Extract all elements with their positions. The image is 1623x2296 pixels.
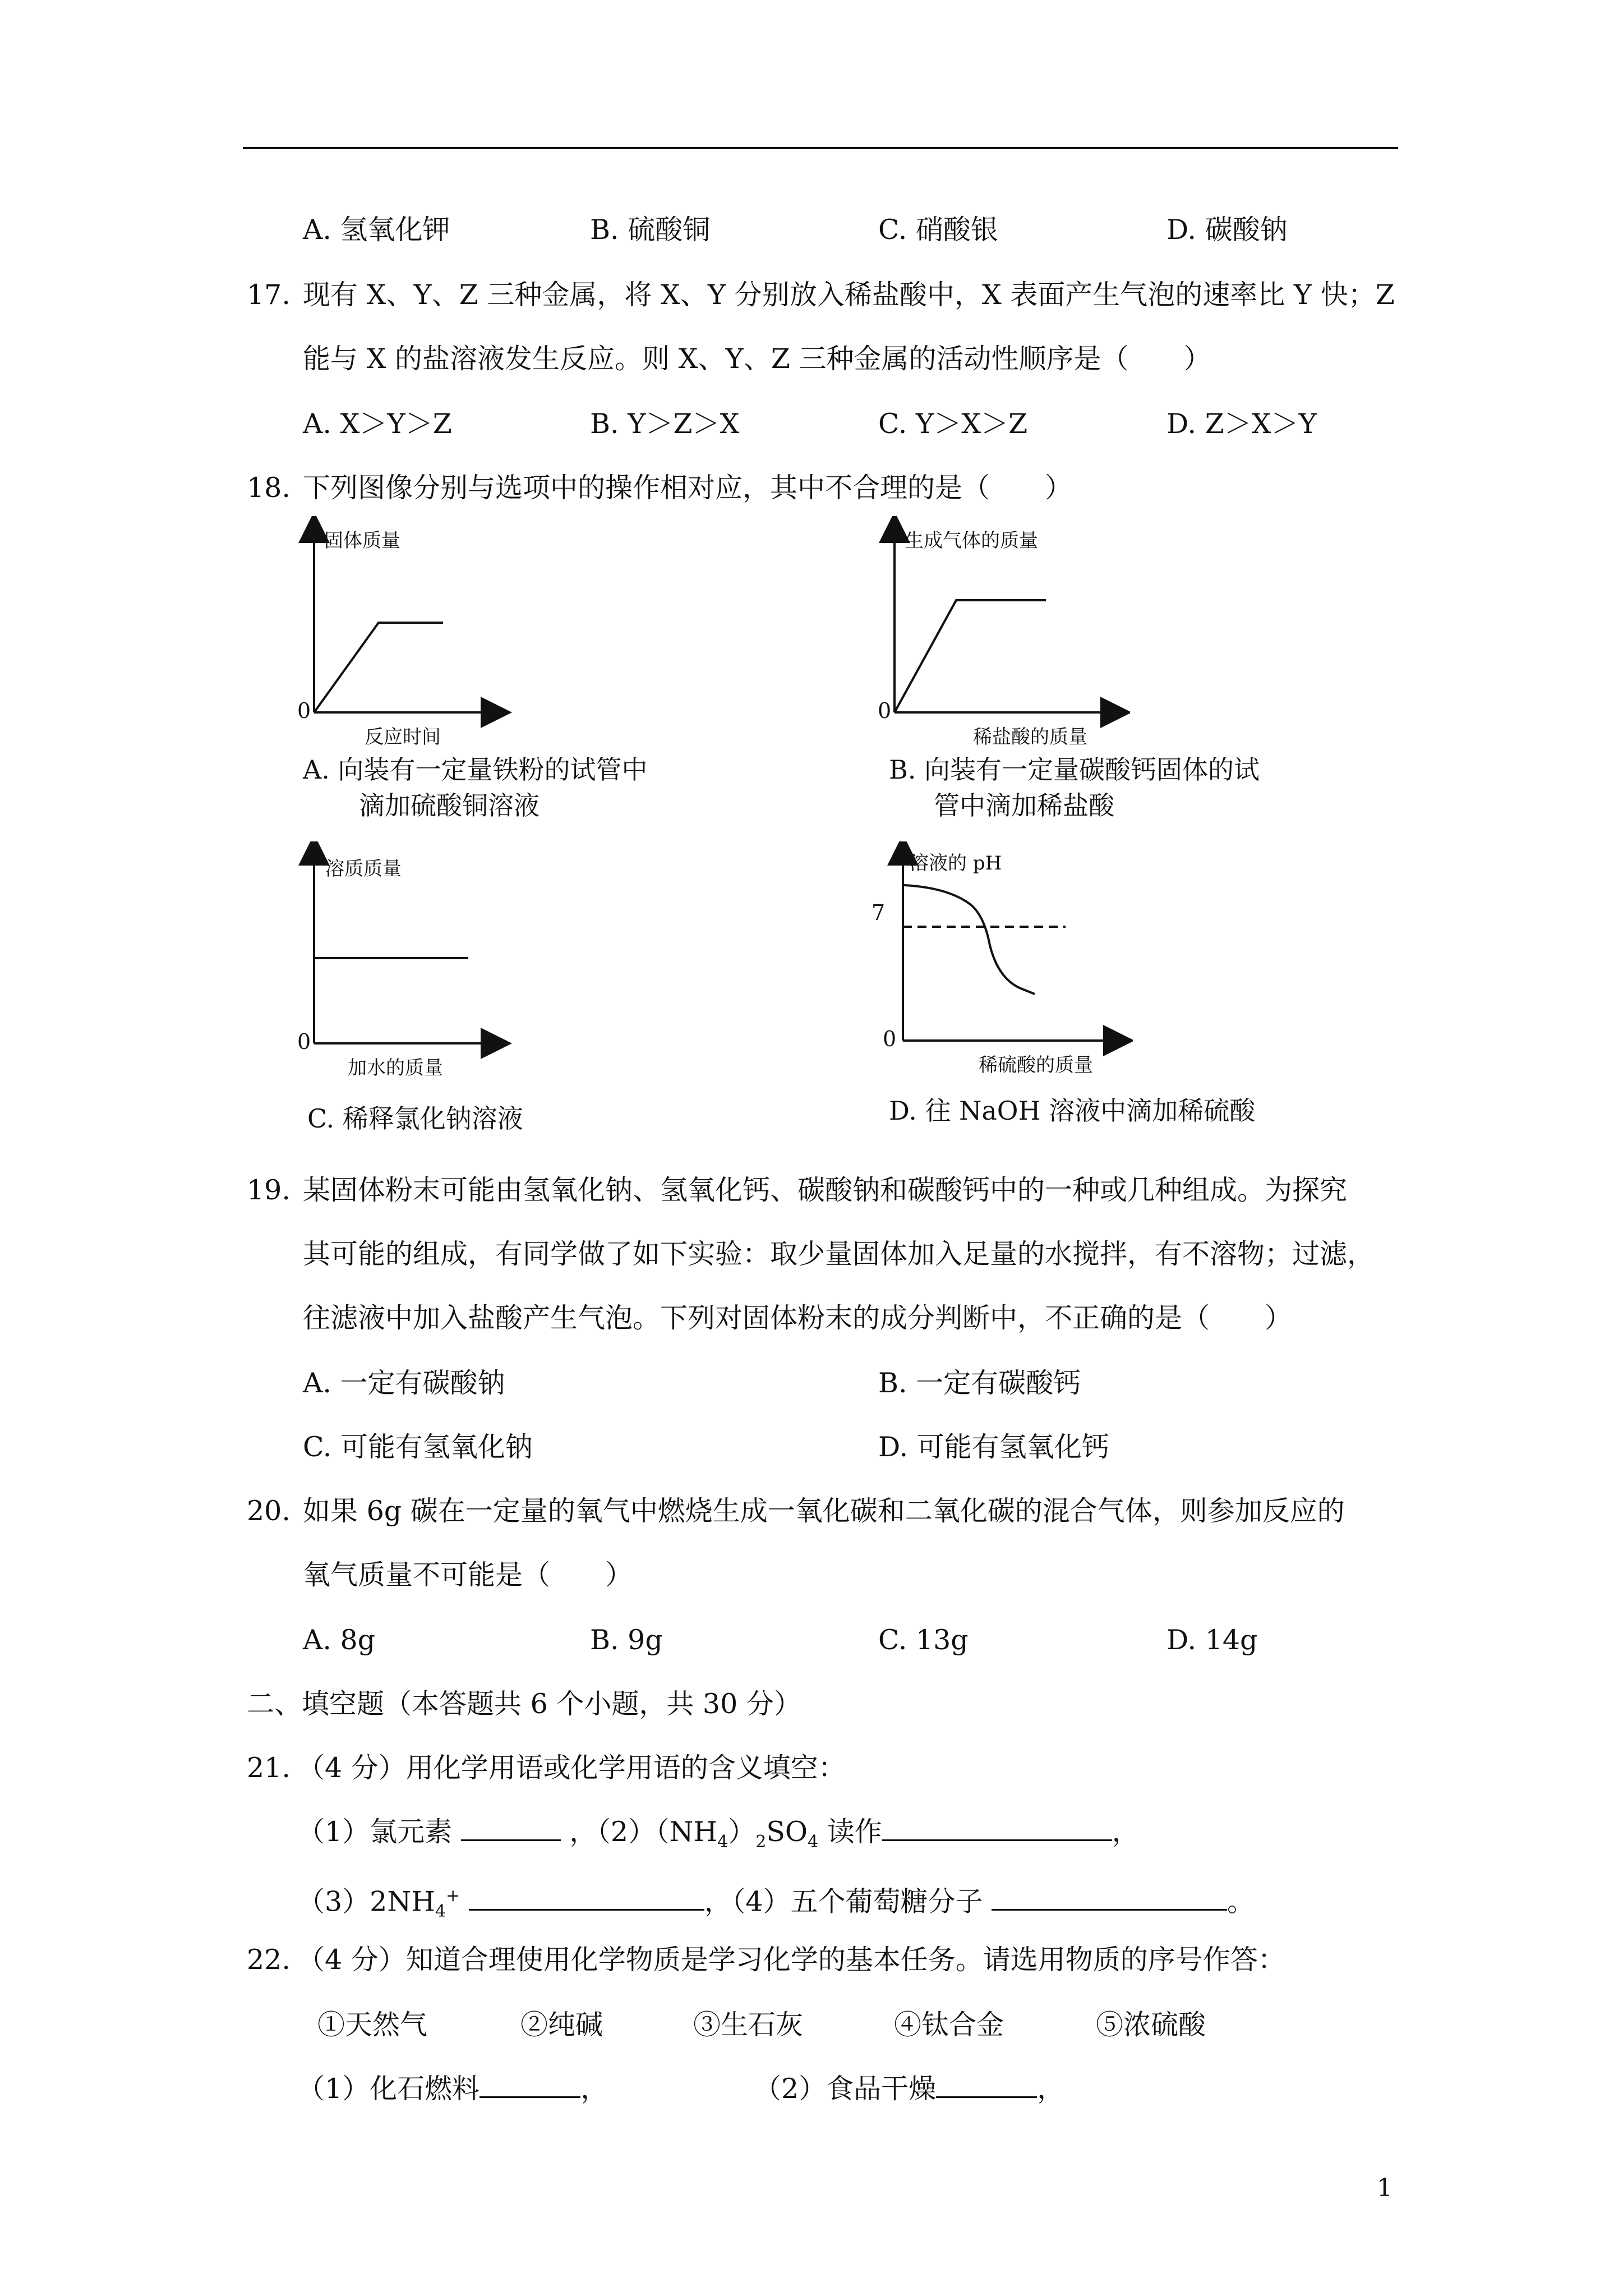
- question-text: 其可能的组成，有同学做了如下实验：取少量固体加入足量的水搅拌，有不溶物；过滤，: [303, 1238, 1375, 1270]
- label-part: （3）2NH: [297, 1885, 435, 1918]
- label-part: SO: [766, 1816, 808, 1848]
- question-number: 17.: [247, 279, 291, 311]
- q22-item-5: ⑤浓硫酸: [1096, 2009, 1206, 2041]
- origin-label: 0: [297, 1029, 311, 1054]
- answer-blank-6[interactable]: [936, 2073, 1037, 2098]
- q16-option-b: B. 硫酸铜: [590, 214, 711, 246]
- origin-label: 0: [883, 1027, 897, 1051]
- series-line: [904, 885, 1035, 994]
- q22-sub-1: [297, 2072, 608, 2106]
- q20-option-d: D. 14g: [1166, 1624, 1258, 1656]
- q21-line-1: [297, 1815, 1140, 1859]
- y-axis-label: 溶质质量: [325, 858, 402, 880]
- answer-blank-1[interactable]: [461, 1816, 561, 1841]
- q16-option-a: A. 氢氧化钾: [303, 214, 450, 246]
- answer-blank-4[interactable]: [992, 1885, 1227, 1911]
- question-text: 某固体粉末可能由氢氧化钠、氢氧化钙、碳酸钠和碳酸钙中的一种或几种组成。为探究: [303, 1174, 1348, 1206]
- q22-item-1: ①天然气: [317, 2009, 428, 2041]
- origin-label: 0: [297, 698, 311, 723]
- q17-option-a: A. X＞Y＞Z: [303, 408, 452, 440]
- label-part: ，（4）五个葡萄糖分子: [704, 1885, 983, 1918]
- series-line: [895, 600, 1046, 712]
- question-text: 能与 X 的盐溶液发生反应。则 X、Y、Z 三种金属的活动性顺序是（ ）: [303, 343, 1211, 375]
- graph-d: [864, 841, 1133, 1083]
- answer-blank-3[interactable]: [469, 1885, 704, 1911]
- question-number: 21.: [247, 1752, 291, 1784]
- q19-option-a: A. 一定有碳酸钠: [303, 1367, 505, 1399]
- q22-item-3: ③生石灰: [693, 2009, 804, 2041]
- subscript: 4: [808, 1832, 819, 1852]
- label-part: ，（2）（NH: [569, 1816, 718, 1848]
- page-number: 1: [1377, 2174, 1393, 2202]
- q17-option-c: C. Y＞X＞Z: [878, 408, 1028, 440]
- graph-b-caption: B. 向装有一定量碳酸钙固体的试: [889, 754, 1260, 785]
- q20-option-a: A. 8g: [303, 1624, 376, 1656]
- question-number: 18.: [247, 472, 291, 504]
- q17-option-d: D. Z＞X＞Y: [1166, 408, 1317, 440]
- series-line: [314, 623, 443, 712]
- graph-c-caption: C. 稀释氯化钠溶液: [307, 1103, 523, 1134]
- question-text: 现有 X、Y、Z 三种金属，将 X、Y 分别放入稀盐酸中，X 表面产生气泡的速率比 Y 快；Z: [303, 279, 1395, 311]
- question-number: 22.: [247, 1944, 291, 1976]
- label-part: ，: [1037, 2073, 1065, 2105]
- q22-item-4: ④钛合金: [894, 2009, 1004, 2041]
- subscript: 4: [717, 1832, 728, 1852]
- q19-option-c: C. 可能有氢氧化钠: [303, 1431, 533, 1463]
- section-heading: 二、填空题（本答题共 6 个小题，共 30 分）: [247, 1688, 801, 1720]
- x-axis-label: 加水的质量: [348, 1057, 443, 1079]
- label-part: 。: [1227, 1885, 1255, 1918]
- x-axis-label: 稀硫酸的质量: [979, 1054, 1093, 1076]
- q16-option-c: C. 硝酸银: [878, 214, 998, 246]
- question-text: （4 分）知道合理使用化学物质是学习化学的基本任务。请选用物质的序号作答：: [297, 1944, 1285, 1976]
- label-part: （2）食品干燥: [754, 2073, 937, 2105]
- label-part: ，: [580, 2073, 608, 2105]
- answer-blank-5[interactable]: [479, 2073, 580, 2098]
- y-axis-label: 溶液的 pH: [910, 852, 1002, 875]
- graph-b: [872, 516, 1130, 752]
- question-text: 氧气质量不可能是（ ）: [303, 1559, 633, 1591]
- q17-option-b: B. Y＞Z＞X: [590, 408, 740, 440]
- q21-line-2: [297, 1879, 1255, 1929]
- label-part: （1）氯元素: [297, 1816, 453, 1848]
- graph-c: [292, 841, 516, 1083]
- y-axis-label: 生成气体的质量: [905, 530, 1038, 552]
- graph-d-caption: D. 往 NaOH 溶液中滴加稀硫酸: [889, 1096, 1256, 1126]
- q19-option-b: B. 一定有碳酸钙: [878, 1367, 1081, 1399]
- question-text: 下列图像分别与选项中的操作相对应，其中不合理的是（ ）: [303, 472, 1073, 504]
- x-axis-label: 反应时间: [365, 726, 441, 748]
- question-text: 如果 6g 碳在一定量的氧气中燃烧生成一氧化碳和二氧化碳的混合气体，则参加反应的: [303, 1495, 1345, 1527]
- graph-b-caption-cont: 管中滴加稀盐酸: [934, 790, 1114, 821]
- label-part: （1）化石燃料: [297, 2073, 480, 2105]
- y-axis-label: 固体质量: [324, 530, 400, 552]
- header-rule: [243, 147, 1398, 149]
- question-number: 19.: [247, 1174, 291, 1206]
- label-part: ，: [1112, 1816, 1140, 1848]
- graph-a-caption-cont: 滴加硫酸铜溶液: [359, 790, 540, 821]
- question-text: 往滤液中加入盐酸产生气泡。下列对固体粉末的成分判断中，不正确的是（ ）: [303, 1302, 1293, 1334]
- q19-option-d: D. 可能有氢氧化钙: [878, 1431, 1109, 1463]
- question-text: （4 分）用化学用语或化学用语的含义填空：: [297, 1752, 846, 1784]
- q20-option-b: B. 9g: [590, 1624, 663, 1656]
- graph-a: [292, 516, 516, 752]
- x-axis-label: 稀盐酸的质量: [973, 726, 1087, 748]
- q22-item-2: ②纯碱: [520, 2009, 603, 2041]
- q20-option-c: C. 13g: [878, 1624, 969, 1656]
- subscript: 2: [755, 1832, 767, 1852]
- origin-label: 0: [878, 698, 892, 723]
- label-part: ）: [728, 1816, 756, 1848]
- label-part: 读作: [818, 1816, 882, 1848]
- superscript: +: [446, 1886, 460, 1906]
- subscript: 4: [435, 1902, 446, 1922]
- q22-sub-2: [754, 2072, 1064, 2106]
- question-number: 20.: [247, 1495, 291, 1527]
- graph-a-caption: A. 向装有一定量铁粉的试管中: [303, 754, 648, 785]
- q16-option-d: D. 碳酸钠: [1166, 214, 1288, 246]
- answer-blank-2[interactable]: [882, 1816, 1112, 1841]
- tick-7: 7: [872, 900, 886, 925]
